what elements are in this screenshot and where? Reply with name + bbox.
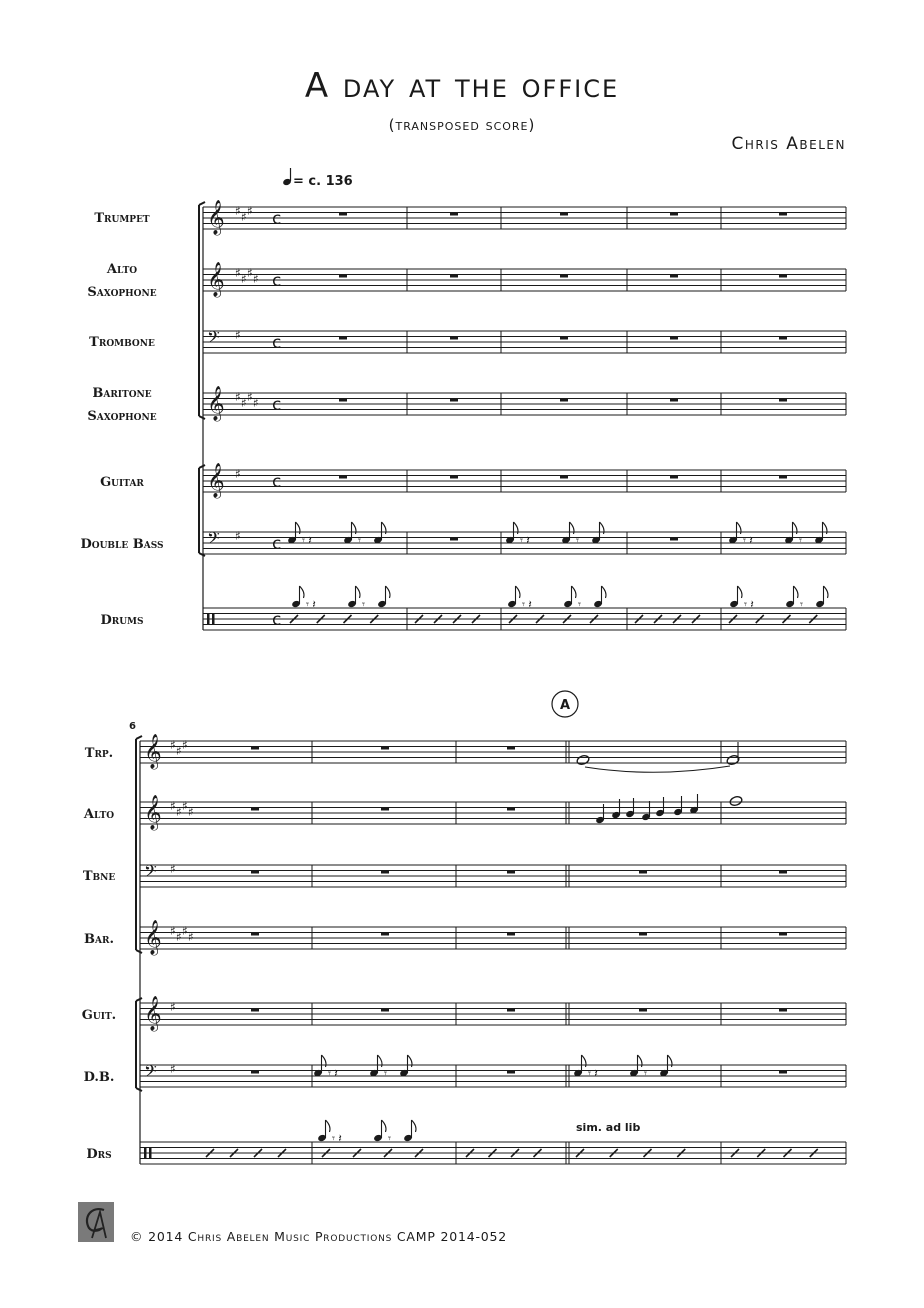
drum-figure-flag (794, 586, 799, 598)
time-signature: c (272, 209, 282, 229)
system1-bracket (199, 465, 205, 556)
instrument-name-guit: Guit. (81, 1008, 117, 1023)
whole-rest (560, 213, 568, 216)
whole-rest (381, 1009, 389, 1012)
drum-figure-rests: 𝄾 (578, 598, 581, 611)
whole-rest (339, 337, 347, 340)
instrument-name-alto-short: Alto (83, 807, 115, 822)
composer-name: Chris Abelen (731, 134, 846, 154)
sharp-icon: ♯ (170, 1000, 176, 1014)
sharp-icon: ♯ (182, 738, 188, 752)
time-signature: c (272, 472, 282, 492)
treble-clef-icon: 𝄞 (207, 262, 225, 297)
system2-bracket (136, 998, 142, 1091)
sharp-icon: ♯ (235, 266, 241, 280)
whole-rest (639, 871, 647, 874)
sharp-icon: ♯ (176, 930, 182, 944)
bass-figure-rests: 𝄾 (799, 534, 802, 547)
whole-rest (507, 1071, 515, 1074)
instrument-name-trombone: Trombone (89, 335, 155, 350)
treble-clef-icon: 𝄞 (144, 920, 162, 955)
sharp-icon: ♯ (170, 738, 176, 752)
drum-figure-flag (300, 586, 305, 598)
whole-rest (779, 1009, 787, 1012)
sharp-icon: ♯ (253, 396, 259, 410)
sharp-icon: ♯ (241, 210, 247, 224)
drum-figure-flag (386, 586, 391, 598)
drum-figure-rests: 𝄾 (388, 1132, 391, 1145)
time-signature: c (272, 333, 282, 353)
rehearsal-mark (552, 691, 578, 717)
whole-rest (251, 1071, 259, 1074)
whole-rest (381, 808, 389, 811)
whole-rest (779, 871, 787, 874)
whole-rest (339, 275, 347, 278)
drum-figure-flag (382, 1120, 387, 1132)
tempo-text: = c. 136 (293, 174, 353, 189)
sharp-icon: ♯ (241, 396, 247, 410)
drum-figure-rests: 𝄾 𝄽 (306, 598, 316, 611)
whole-rest (450, 337, 458, 340)
instrument-name-drums: Drums (100, 613, 144, 628)
trumpet-tie (585, 766, 730, 772)
drum-figure-flag (326, 1120, 331, 1132)
sharp-icon: ♯ (170, 799, 176, 813)
drum-figure-rests: 𝄾 𝄽 (522, 598, 532, 611)
sharp-icon: ♯ (170, 1062, 176, 1076)
whole-rest (560, 275, 568, 278)
percussion-clef-icon (207, 613, 210, 625)
instrument-name-alto-saxophone: Saxophone (87, 285, 157, 300)
sharp-icon: ♯ (247, 266, 253, 280)
bass-clef-icon: 𝄢 (144, 861, 157, 885)
bass-figure-rests: 𝄾 𝄽 (302, 534, 312, 547)
drum-figure-rests: 𝄾 (362, 598, 365, 611)
whole-rest (779, 337, 787, 340)
whole-rest (560, 476, 568, 479)
bass-clef-icon: 𝄢 (144, 1061, 157, 1085)
sharp-icon: ♯ (235, 529, 241, 543)
time-signature: c (272, 395, 282, 415)
whole-rest (450, 399, 458, 402)
drum-figure-flag (602, 586, 607, 598)
sharp-icon: ♯ (241, 272, 247, 286)
whole-rest (450, 213, 458, 216)
whole-rest (339, 213, 347, 216)
instrument-name-db: D.B. (83, 1070, 115, 1085)
instrument-name-baritone: Baritone (92, 386, 152, 401)
sharp-icon: ♯ (235, 328, 241, 342)
whole-rest (251, 871, 259, 874)
system1-instrument-names (80, 211, 163, 628)
instrument-name-trp: Trp. (84, 746, 114, 761)
whole-rest (670, 476, 678, 479)
whole-rest (507, 933, 515, 936)
instrument-name-guitar: Guitar (100, 475, 144, 490)
bass-figure-rests: 𝄾 (384, 1067, 387, 1080)
bass-figure-rests: 𝄾 (644, 1067, 647, 1080)
percussion-clef-icon (144, 1147, 147, 1159)
instrument-name-baritone-saxophone: Saxophone (87, 409, 157, 424)
whole-rest (450, 476, 458, 479)
sharp-icon: ♯ (188, 930, 194, 944)
whole-rest (381, 871, 389, 874)
whole-rest (507, 747, 515, 750)
drum-figure-flag (572, 586, 577, 598)
sharp-icon: ♯ (176, 744, 182, 758)
bass-figure-rests: 𝄾 (576, 534, 579, 547)
whole-rest (670, 275, 678, 278)
whole-rest (779, 933, 787, 936)
whole-rest (507, 1009, 515, 1012)
drum-figure-rests: 𝄾 𝄽 (332, 1132, 342, 1145)
drum-figure-flag (412, 1120, 417, 1132)
whole-rest (779, 275, 787, 278)
whole-rest (251, 808, 259, 811)
sharp-icon: ♯ (247, 390, 253, 404)
rehearsal-mark-label: A (559, 698, 571, 713)
bass-figure-rests: 𝄾 𝄽 (328, 1067, 338, 1080)
score-title: A day at the office (304, 66, 620, 106)
drum-figure-flag (738, 586, 743, 598)
system2-bracket (136, 736, 142, 953)
instrument-name-drs: Drs (86, 1147, 112, 1162)
drum-direction: sim. ad lib (576, 1121, 641, 1134)
whole-rest (251, 747, 259, 750)
system2-instrument-names (82, 746, 116, 1162)
drum-figure-flag (516, 586, 521, 598)
tempo-marking (282, 168, 353, 189)
whole-rest (560, 337, 568, 340)
bass-clef-icon: 𝄢 (207, 327, 220, 351)
instrument-name-alto: Alto (106, 262, 138, 277)
staff-systems (136, 200, 846, 1164)
sharp-icon: ♯ (182, 924, 188, 938)
whole-rest (450, 538, 458, 541)
treble-clef-icon: 𝄞 (144, 996, 162, 1031)
whole-rest (779, 213, 787, 216)
drum-figure-rests: 𝄾 𝄽 (744, 598, 754, 611)
time-signature: c (272, 271, 282, 291)
whole-rest (450, 275, 458, 278)
treble-clef-icon: 𝄞 (207, 463, 225, 498)
trumpet-half-note (576, 754, 590, 766)
whole-rest (779, 399, 787, 402)
copyright-notice: © 2014 Chris Abelen Music Productions CAMP 2014-052 (130, 1229, 508, 1244)
whole-rest (507, 871, 515, 874)
sharp-icon: ♯ (182, 799, 188, 813)
bass-figure-rests: 𝄾 (358, 534, 361, 547)
whole-rest (339, 399, 347, 402)
sharp-icon: ♯ (170, 862, 176, 876)
sharp-icon: ♯ (170, 924, 176, 938)
whole-rest (639, 1009, 647, 1012)
whole-rest (779, 476, 787, 479)
whole-rest (251, 1009, 259, 1012)
treble-clef-icon: 𝄞 (207, 386, 225, 421)
whole-rest (639, 933, 647, 936)
whole-rest (339, 476, 347, 479)
sharp-icon: ♯ (235, 467, 241, 481)
bass-figure-rests: 𝄾 𝄽 (588, 1067, 598, 1080)
bass-figure-rests: 𝄾 𝄽 (743, 534, 753, 547)
sharp-icon: ♯ (247, 204, 253, 218)
treble-clef-icon: 𝄞 (207, 200, 225, 235)
percussion-clef-icon (212, 613, 215, 625)
instrument-name-bar: Bar. (84, 932, 114, 947)
sharp-icon: ♯ (235, 204, 241, 218)
sharp-icon: ♯ (188, 805, 194, 819)
whole-rest (560, 399, 568, 402)
whole-rest (381, 747, 389, 750)
whole-rest (381, 933, 389, 936)
bass-figure-rests: 𝄾 𝄽 (520, 534, 530, 547)
time-signature: c (272, 610, 282, 630)
treble-clef-icon: 𝄞 (144, 734, 162, 769)
instrument-name-tbne: Tbne (82, 869, 116, 884)
whole-rest (670, 213, 678, 216)
percussion-clef-icon (149, 1147, 152, 1159)
time-signature: c (272, 534, 282, 554)
whole-rest (251, 933, 259, 936)
alto-whole-note (729, 795, 743, 807)
whole-rest (507, 808, 515, 811)
measure-number: 6 (129, 721, 136, 732)
instrument-name-double-bass: Double Bass (80, 537, 164, 552)
system1-bracket (199, 202, 205, 419)
sharp-icon: ♯ (253, 272, 259, 286)
treble-clef-icon: 𝄞 (144, 795, 162, 830)
whole-rest (670, 538, 678, 541)
instrument-name-trumpet: Trumpet (94, 211, 150, 226)
whole-rest (670, 399, 678, 402)
bass-clef-icon: 𝄢 (207, 528, 220, 552)
publisher-logo (78, 1202, 114, 1242)
score-subtitle: (transposed score) (388, 116, 536, 134)
drum-figure-flag (356, 586, 361, 598)
whole-rest (670, 337, 678, 340)
sharp-icon: ♯ (235, 390, 241, 404)
drum-figure-flag (824, 586, 829, 598)
whole-rest (779, 1071, 787, 1074)
sharp-icon: ♯ (176, 805, 182, 819)
drum-figure-rests: 𝄾 (800, 598, 803, 611)
